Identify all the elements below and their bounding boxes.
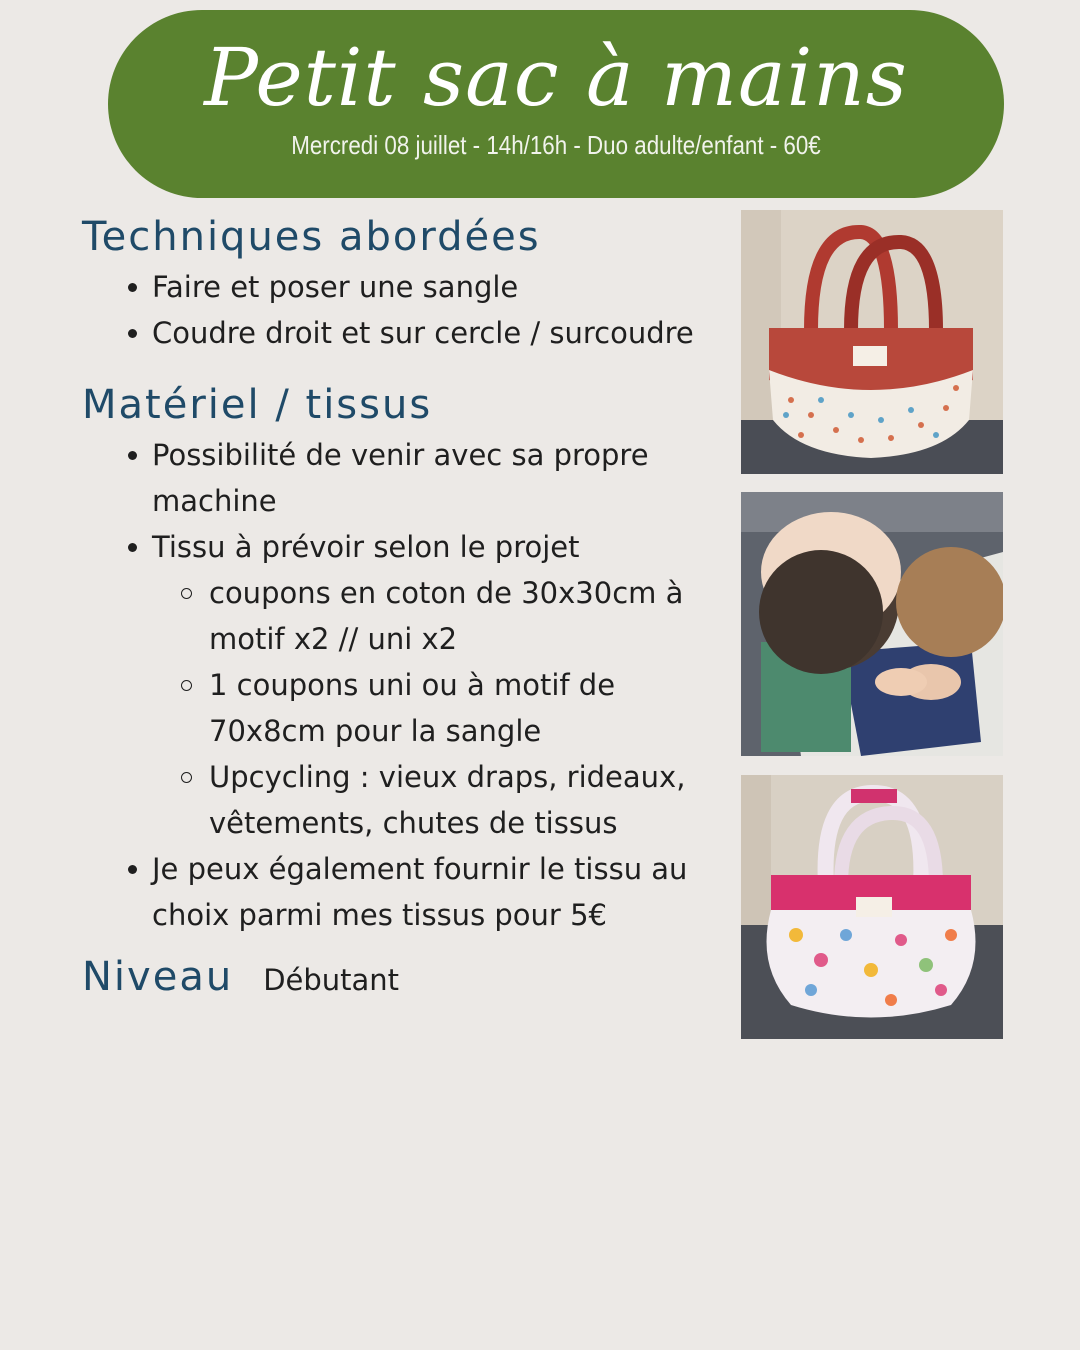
techniques-heading: Techniques abordées <box>82 214 541 260</box>
niveau-heading: Niveau <box>82 954 234 1000</box>
techniques-section <box>82 210 732 356</box>
circle-bullet-icon <box>181 680 192 691</box>
circle-bullet-icon <box>181 772 192 783</box>
list-item: Je peux également fournir le tissu au choix parmi mes tissus pour 5€ <box>82 846 732 938</box>
materiel-list-end <box>82 846 732 938</box>
sub-list-item: coupons en coton de 30x30cm à motif x2 // uni x2 <box>82 570 732 662</box>
event-details: Mercredi 08 juillet - 14h/16h - Duo adulte/enfant - 60€ <box>291 130 821 160</box>
materiel-section <box>82 378 732 938</box>
red-bag-illustration <box>741 210 1003 474</box>
page-title: Petit sac à mains <box>204 31 908 124</box>
bullet-icon <box>128 451 137 460</box>
niveau-section <box>82 950 732 1004</box>
niveau-value: Débutant <box>263 963 400 997</box>
bullet-icon <box>128 865 137 874</box>
main-content <box>82 210 732 1004</box>
sub-list-item: 1 coupons uni ou à motif de 70x8cm pour la sangle <box>82 662 732 754</box>
bullet-icon <box>128 329 137 338</box>
techniques-list <box>82 264 732 356</box>
workshop-illustration <box>741 492 1003 756</box>
photo-red-bag <box>741 210 1003 474</box>
photo-sewing-workshop <box>741 492 1003 756</box>
title-banner <box>108 10 1004 198</box>
photo-floral-bag <box>741 775 1003 1039</box>
bullet-icon <box>128 543 137 552</box>
list-item: Coudre droit et sur cercle / surcoudre <box>82 310 732 356</box>
circle-bullet-icon <box>181 588 192 599</box>
materiel-list <box>82 432 732 570</box>
list-item: Possibilité de venir avec sa propre machine <box>82 432 732 524</box>
bullet-icon <box>128 283 137 292</box>
list-item: Faire et poser une sangle <box>82 264 732 310</box>
materiel-sublist <box>82 570 732 846</box>
materiel-heading: Matériel / tissus <box>82 382 433 428</box>
sub-list-item: Upcycling : vieux draps, rideaux, vêtements, chutes de tissus <box>82 754 732 846</box>
list-item: Tissu à prévoir selon le projet <box>82 524 732 570</box>
floral-bag-illustration <box>741 775 1003 1039</box>
